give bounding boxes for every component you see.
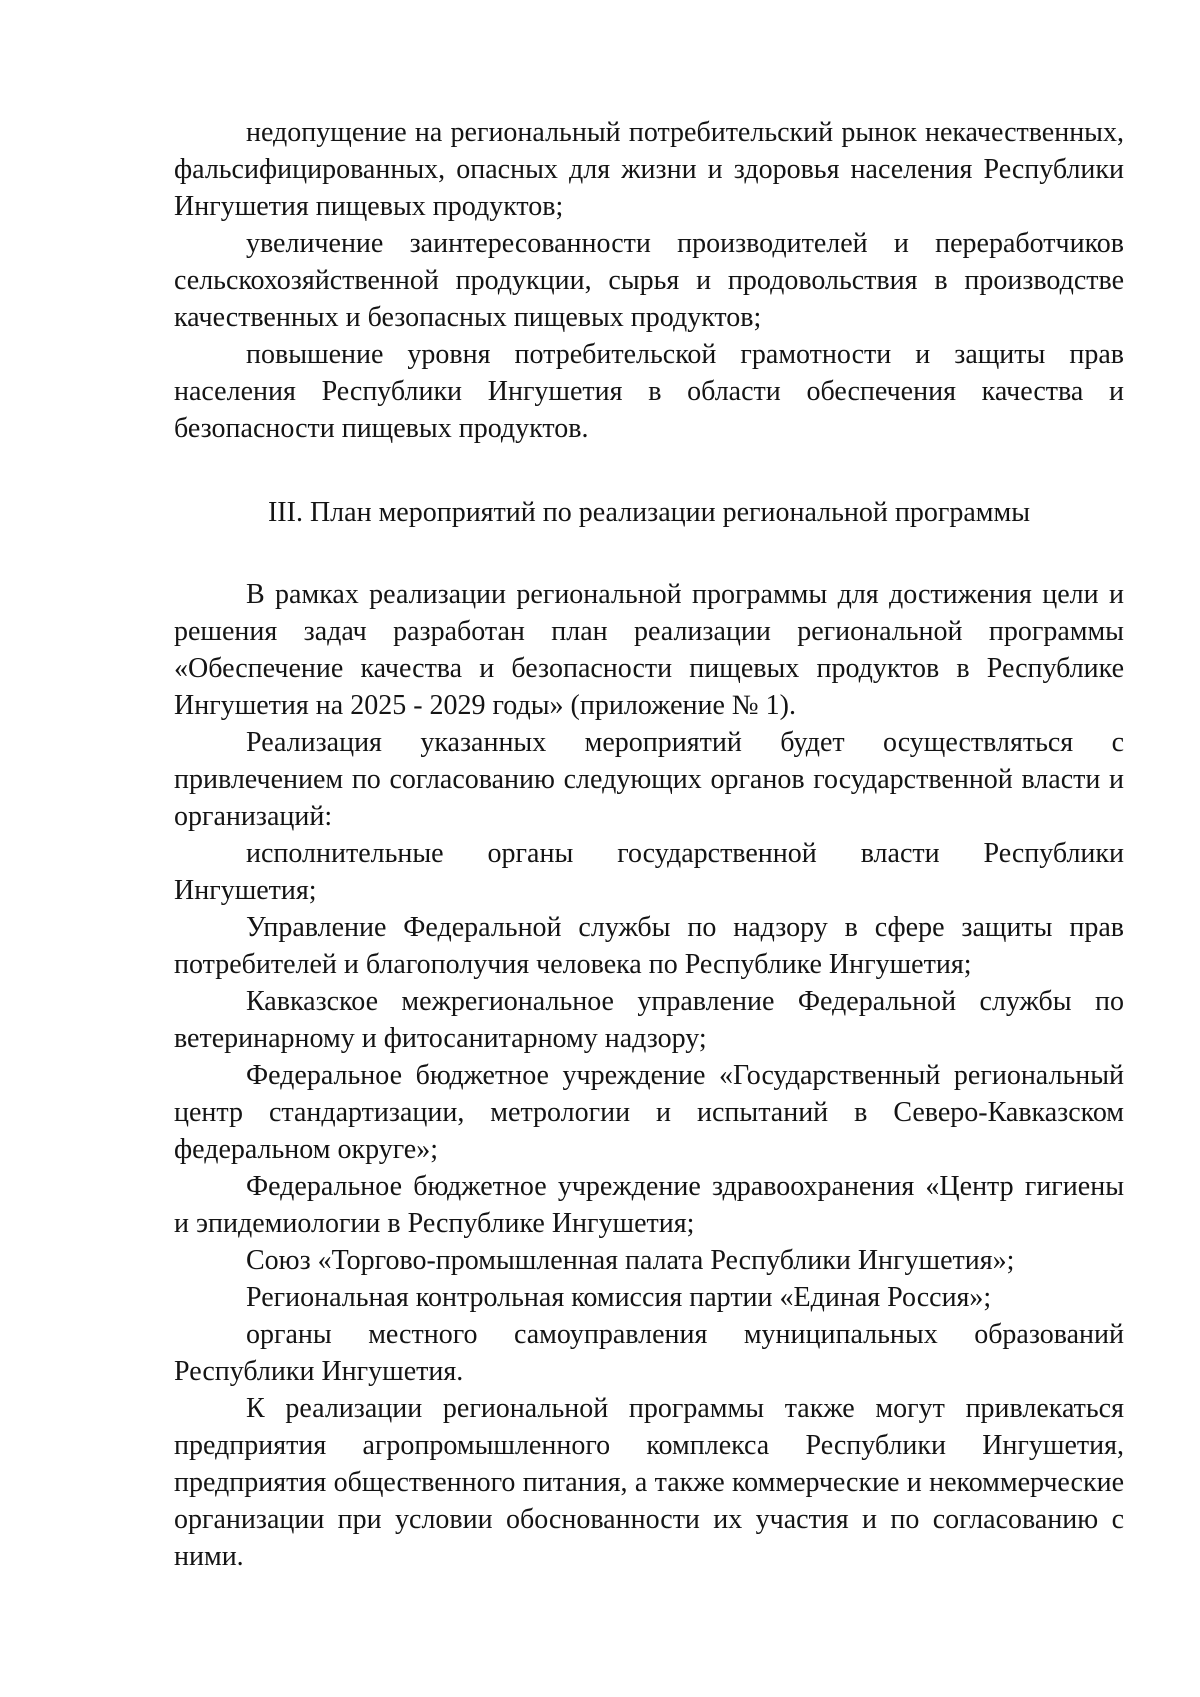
list-item: Кавказское межрегиональное управление Федеральной службы по ветеринарному и фитосанитарному надзору; — [174, 986, 1124, 1054]
list-item: исполнительные органы государственной власти Республики Ингушетия; — [174, 838, 1124, 906]
list-item: Союз «Торгово-промышленная палата Республики Ингушетия»; — [246, 1245, 1015, 1276]
list-item: Региональная контрольная комиссия партии «Единая Россия»; — [246, 1282, 992, 1313]
section-heading: III. План мероприятий по реализации региональной программы — [267, 497, 1030, 528]
list-item: Федеральное бюджетное учреждение здравоохранения «Центр гигиены и эпидемиологии в Республике Ингушетия; — [174, 1171, 1124, 1239]
list-item: органы местного самоуправления муниципальных образований Республики Ингушетия. — [174, 1319, 1124, 1387]
body-paragraph: В рамках реализации региональной программы для достижения цели и решения задач разработан план реализации региональной программы «Обеспечение качества и безопасности пищевых продуктов в Республике Ингушетия на 2025 - 2029 годы» (приложение № 1). — [174, 579, 1124, 721]
body-paragraph: Реализация указанных мероприятий будет осуществляться с привлечением по согласованию следующих органов государственной власти и организаций: — [174, 727, 1124, 832]
document-body — [174, 114, 1124, 1575]
intro-paragraph: увеличение заинтересованности производителей и переработчиков сельскохозяйственной продукции, сырья и продовольствия в производстве качественных и безопасных пищевых продуктов; — [174, 228, 1124, 333]
list-item: Управление Федеральной службы по надзору в сфере защиты прав потребителей и благополучия человека по Республике Ингушетия; — [174, 912, 1124, 980]
intro-paragraph: повышение уровня потребительской грамотности и защиты прав населения Республики Ингушетия в области обеспечения качества и безопасности пищевых продуктов. — [174, 339, 1124, 444]
intro-paragraph: недопущение на региональный потребительский рынок некачественных, фальсифицированных, опасных для жизни и здоровья населения Республики Ингушетия пищевых продуктов; — [174, 117, 1124, 222]
list-item: Федеральное бюджетное учреждение «Государственный региональный центр стандартизации, метрологии и испытаний в Северо-Кавказском федеральном округе»; — [174, 1060, 1124, 1165]
body-paragraph: К реализации региональной программы также могут привлекаться предприятия агропромышленного комплекса Республики Ингушетия, предприятия общественного питания, а также коммерческие и некоммерческие организации при условии обоснованности их участия и по согласованию с ними. — [174, 1393, 1124, 1572]
